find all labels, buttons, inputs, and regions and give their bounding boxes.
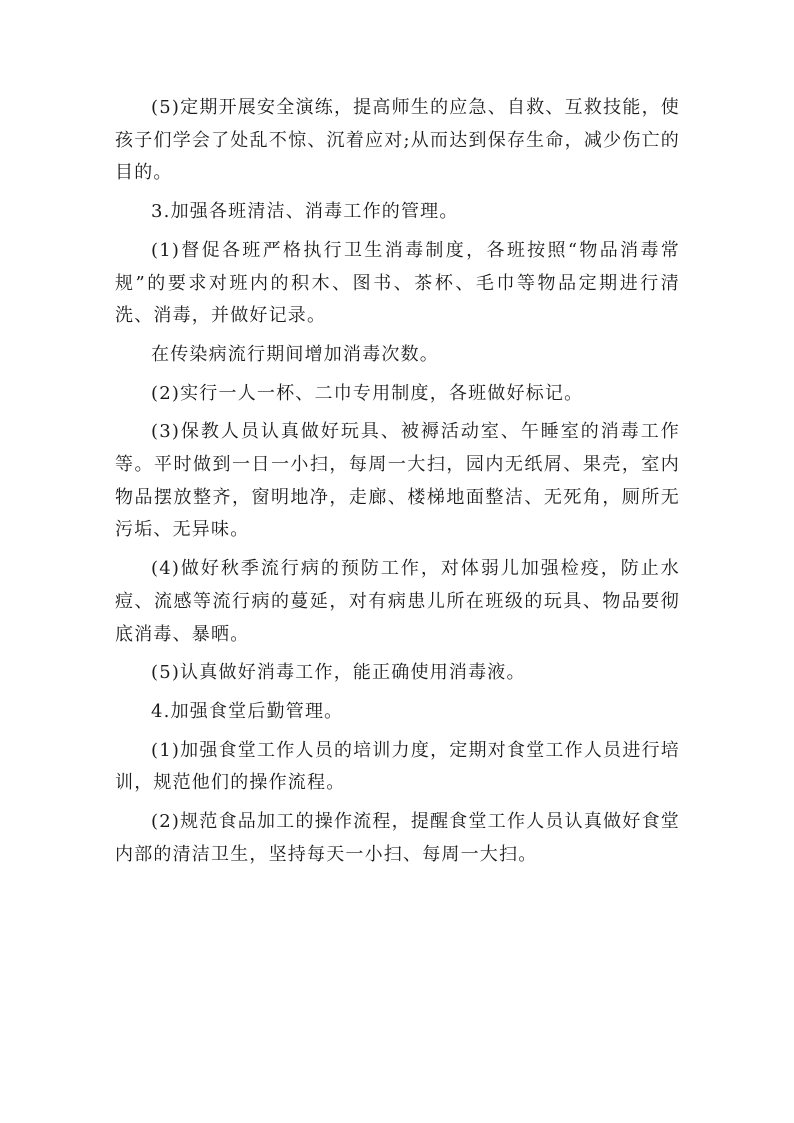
paragraph-cup-towel-rule: (2)实行一人一杯、二巾专用制度，各班做好标记。 <box>151 382 584 404</box>
paragraph-epidemic-disinfection: 在传染病流行期间增加消毒次数。 <box>151 343 439 365</box>
paragraph-hygiene-rules: (1)督促各班严格执行卫生消毒制度，各班按照“物品消毒常规”的要求对班内的积木、图书、茶杯、毛巾等物品定期进行清洗、消毒，并做好记录。 <box>115 239 680 327</box>
paragraph-canteen-training: (1)加强食堂工作人员的培训力度，定期对食堂工作人员进行培训，规范他们的操作流程。 <box>115 739 680 794</box>
paragraph-food-processing: (2)规范食品加工的操作流程，提醒食堂工作人员认真做好食堂内部的清洁卫生，坚持每天一小扫、每周一大扫。 <box>115 811 680 865</box>
paragraph-disinfectant-use: (5)认真做好消毒工作，能正确使用消毒液。 <box>151 662 526 684</box>
heading-canteen-management: 4.加强食堂后勤管理。 <box>151 700 344 722</box>
paragraph-staff-cleaning: (3)保教人员认真做好玩具、被褥活动室、午睡室的消毒工作等。平时做到一日一小扫，每周一大扫，园内无纸屑、果壳，室内物品摆放整齐，窗明地净，走廊、楼梯地面整洁、无死角，厕所无污垢、无异味。 <box>115 421 680 541</box>
heading-cleaning-disinfection: 3.加强各班清洁、消毒工作的管理。 <box>151 201 459 223</box>
document-body <box>115 92 680 877</box>
paragraph-safety-drill: (5)定期开展安全演练，提高师生的应急、自救、互救技能，使孩子们学会了处乱不惊、沉着应对;从而达到保存生命，减少伤亡的目的。 <box>115 97 680 184</box>
paragraph-autumn-disease-prevention: (4)做好秋季流行病的预防工作，对体弱儿加强检疫，防止水痘、流感等流行病的蔓延，对有病患儿所在班级的玩具、物品要彻底消毒、暴晒。 <box>115 558 680 645</box>
